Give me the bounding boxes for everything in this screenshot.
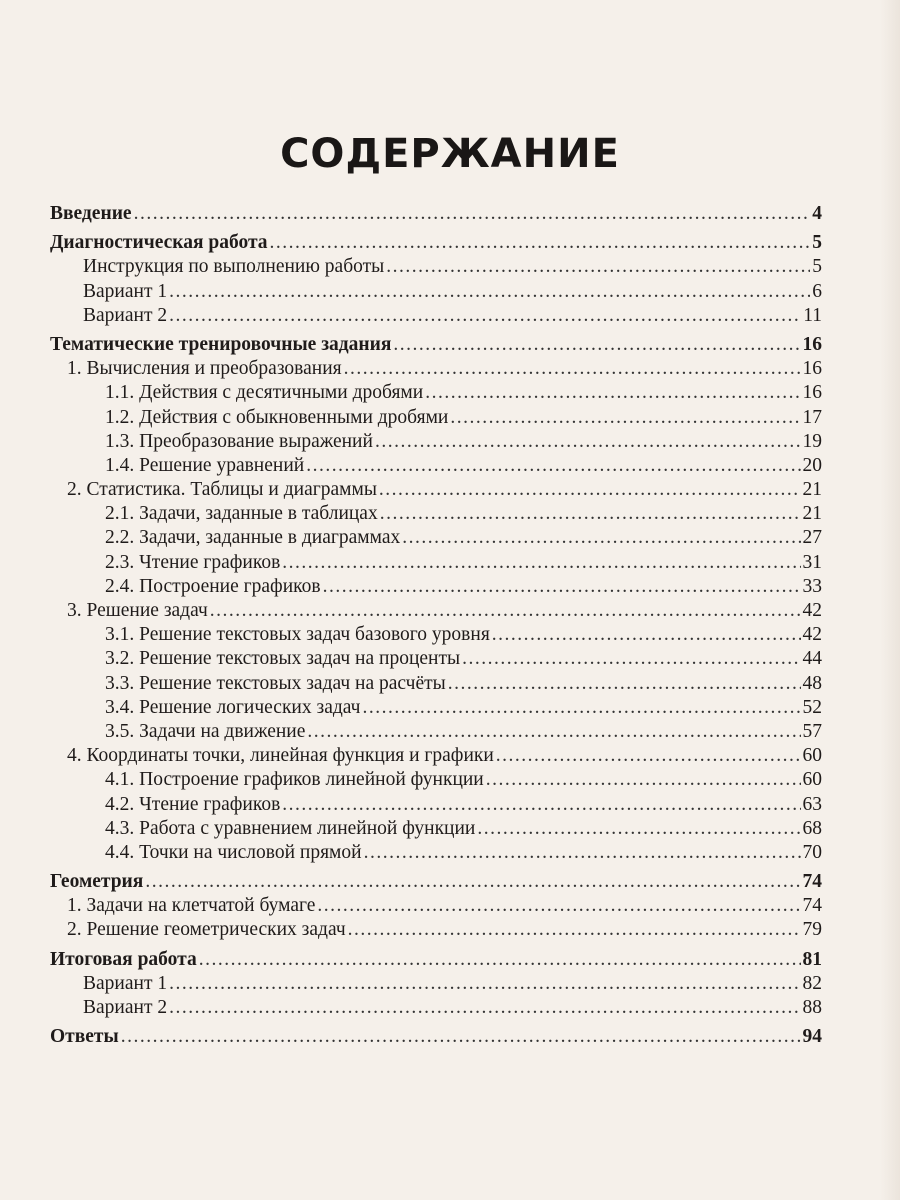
toc-entry-page: 94 xyxy=(802,1026,822,1048)
toc-entry-label: 2.3. Чтение графиков xyxy=(105,551,281,573)
dot-leader xyxy=(496,744,801,768)
toc-entry xyxy=(50,817,822,841)
toc-entry-label: 1. Задачи на клетчатой бумаге xyxy=(67,895,316,917)
toc-entry-label: 3.4. Решение логических задач xyxy=(105,696,361,718)
toc-entry-page: 16 xyxy=(802,333,822,355)
dot-leader xyxy=(477,817,800,841)
toc-entry-label: Ответы xyxy=(50,1026,119,1048)
toc-entry-page: 31 xyxy=(802,551,822,573)
toc-entry-label: 4.3. Работа с уравнением линейной функции xyxy=(105,817,476,839)
toc-entry xyxy=(50,894,822,918)
toc-entry-page: 33 xyxy=(802,575,822,597)
toc-entry xyxy=(50,647,822,671)
toc-entry-label: Геометрия xyxy=(50,871,144,893)
toc-entry-label: 3.3. Решение текстовых задач на расчёты xyxy=(105,672,446,694)
toc-entry-page: 60 xyxy=(802,769,822,791)
dot-leader xyxy=(169,304,801,328)
toc-entry-label: 2.1. Задачи, заданные в таблицах xyxy=(105,503,378,525)
dot-leader xyxy=(169,996,800,1020)
toc-entry-page: 74 xyxy=(802,895,822,917)
toc-entry-page: 42 xyxy=(802,600,822,621)
toc-entry-label: 2.4. Построение графиков xyxy=(105,575,321,597)
dot-leader xyxy=(462,647,800,671)
toc-entry xyxy=(50,357,822,381)
toc-entry-label: 3. Решение задач xyxy=(67,600,208,621)
toc-entry-page: 4 xyxy=(812,203,822,224)
dot-leader xyxy=(402,526,800,550)
dot-leader xyxy=(448,672,801,696)
toc-entry-label: 1.2. Действия с обыкновенными дробями xyxy=(105,406,449,428)
toc-entry-page: 5 xyxy=(812,232,822,254)
toc-entry-page: 42 xyxy=(802,624,822,646)
toc-entry-label: 2. Статистика. Таблицы и диаграммы xyxy=(67,479,377,501)
toc-entry-label: Вариант 1 xyxy=(83,280,168,302)
dot-leader xyxy=(210,599,801,623)
toc-entry xyxy=(50,918,822,942)
toc-entry xyxy=(50,744,822,768)
toc-entry xyxy=(50,793,822,817)
dot-leader xyxy=(386,255,810,279)
toc-entry xyxy=(50,430,822,454)
toc-entry-page: 20 xyxy=(802,454,822,476)
dot-leader xyxy=(425,381,800,405)
toc-entry xyxy=(50,304,822,328)
dot-leader xyxy=(169,280,810,304)
toc-entry xyxy=(50,478,822,502)
dot-leader xyxy=(362,696,800,720)
toc-entry-page: 63 xyxy=(802,793,822,815)
toc-entry xyxy=(50,406,822,430)
toc-entry-page: 21 xyxy=(802,479,822,501)
dot-leader xyxy=(307,720,800,744)
toc-entry-page: 74 xyxy=(802,871,822,893)
toc-entry-label: Диагностическая работа xyxy=(50,232,268,254)
dot-leader xyxy=(393,333,800,357)
toc-entry-page: 52 xyxy=(802,696,822,718)
toc-entry-label: 3.1. Решение текстовых задач базового уровня xyxy=(105,624,490,646)
toc-entry xyxy=(50,526,822,550)
toc-entry xyxy=(50,454,822,478)
dot-leader xyxy=(380,502,801,526)
dot-leader xyxy=(323,575,801,599)
toc-entry-label: 1. Вычисления и преобразования xyxy=(67,358,342,380)
toc-entry-page: 82 xyxy=(802,972,822,994)
toc-entry-label: Тематические тренировочные задания xyxy=(50,333,392,355)
toc-entry xyxy=(50,996,822,1020)
toc-entry-page: 68 xyxy=(802,817,822,839)
toc-entry-page: 11 xyxy=(803,304,822,326)
toc-entry-label: Введение xyxy=(50,203,132,224)
table-of-contents xyxy=(50,202,822,1049)
toc-entry-label: 1.4. Решение уравнений xyxy=(105,454,305,476)
page-title: СОДЕРЖАНИЕ xyxy=(280,130,620,177)
toc-entry xyxy=(50,870,822,894)
toc-entry-label: 4.2. Чтение графиков xyxy=(105,793,281,815)
dot-leader xyxy=(134,202,811,226)
dot-leader xyxy=(145,870,800,894)
dot-leader xyxy=(375,430,801,454)
toc-entry-page: 27 xyxy=(802,527,822,549)
toc-entry xyxy=(50,502,822,526)
toc-entry xyxy=(50,381,822,405)
toc-entry-page: 21 xyxy=(802,503,822,525)
dot-leader xyxy=(492,623,801,647)
dot-leader xyxy=(317,894,800,918)
toc-entry-label: 1.1. Действия с десятичными дробями xyxy=(105,382,424,404)
toc-entry-label: 2.2. Задачи, заданные в диаграммах xyxy=(105,527,401,549)
toc-entry-label: 4. Координаты точки, линейная функция и графики xyxy=(67,745,494,767)
dot-leader xyxy=(344,357,801,381)
dot-leader xyxy=(364,841,801,865)
toc-entry-page: 5 xyxy=(812,256,822,278)
dot-leader xyxy=(450,406,800,430)
page-edge xyxy=(880,0,900,1200)
toc-entry xyxy=(50,575,822,599)
toc-entry-label: 4.1. Построение графиков линейной функции xyxy=(105,769,484,791)
toc-entry xyxy=(50,231,822,255)
toc-entry-page: 16 xyxy=(802,358,822,380)
toc-entry-page: 16 xyxy=(802,382,822,404)
dot-leader xyxy=(282,793,800,817)
toc-entry xyxy=(50,841,822,865)
toc-entry xyxy=(50,948,822,972)
toc-entry xyxy=(50,280,822,304)
dot-leader xyxy=(379,478,801,502)
toc-entry xyxy=(50,720,822,744)
dot-leader xyxy=(121,1025,801,1049)
toc-entry-page: 81 xyxy=(802,948,822,970)
toc-entry-page: 70 xyxy=(802,841,822,863)
toc-entry-label: Вариант 2 xyxy=(83,997,168,1018)
dot-leader xyxy=(282,551,800,575)
toc-entry-label: 1.3. Преобразование выражений xyxy=(105,430,373,452)
toc-entry xyxy=(50,1025,822,1049)
dot-leader xyxy=(486,768,801,792)
toc-entry xyxy=(50,768,822,792)
toc-entry-page: 79 xyxy=(802,919,822,941)
toc-entry-page: 17 xyxy=(802,406,822,428)
toc-entry-label: 3.5. Задачи на движение xyxy=(105,720,306,742)
toc-entry-label: Вариант 1 xyxy=(83,972,168,994)
toc-entry-page: 48 xyxy=(802,672,822,694)
toc-entry xyxy=(50,696,822,720)
dot-leader xyxy=(270,231,811,255)
toc-entry xyxy=(50,623,822,647)
dot-leader xyxy=(306,454,800,478)
toc-entry-page: 19 xyxy=(802,430,822,452)
toc-entry xyxy=(50,599,822,623)
toc-entry-page: 57 xyxy=(802,720,822,742)
toc-entry xyxy=(50,333,822,357)
toc-entry-label: 4.4. Точки на числовой прямой xyxy=(105,841,362,863)
toc-entry-label: Итоговая работа xyxy=(50,948,197,970)
toc-entry-page: 44 xyxy=(802,648,822,670)
toc-entry-label: Инструкция по выполнению работы xyxy=(83,256,385,278)
toc-entry-label: 3.2. Решение текстовых задач на проценты xyxy=(105,648,461,670)
toc-entry-label: Вариант 2 xyxy=(83,304,168,326)
toc-entry-label: 2. Решение геометрических задач xyxy=(67,919,346,941)
toc-entry xyxy=(50,672,822,696)
toc-entry-page: 60 xyxy=(802,745,822,767)
toc-entry xyxy=(50,255,822,279)
dot-leader xyxy=(199,948,801,972)
toc-entry xyxy=(50,972,822,996)
dot-leader xyxy=(169,972,800,996)
toc-entry-page: 6 xyxy=(812,280,822,302)
toc-entry xyxy=(50,202,822,226)
dot-leader xyxy=(348,918,801,942)
toc-entry xyxy=(50,551,822,575)
toc-entry-page: 88 xyxy=(802,997,822,1018)
